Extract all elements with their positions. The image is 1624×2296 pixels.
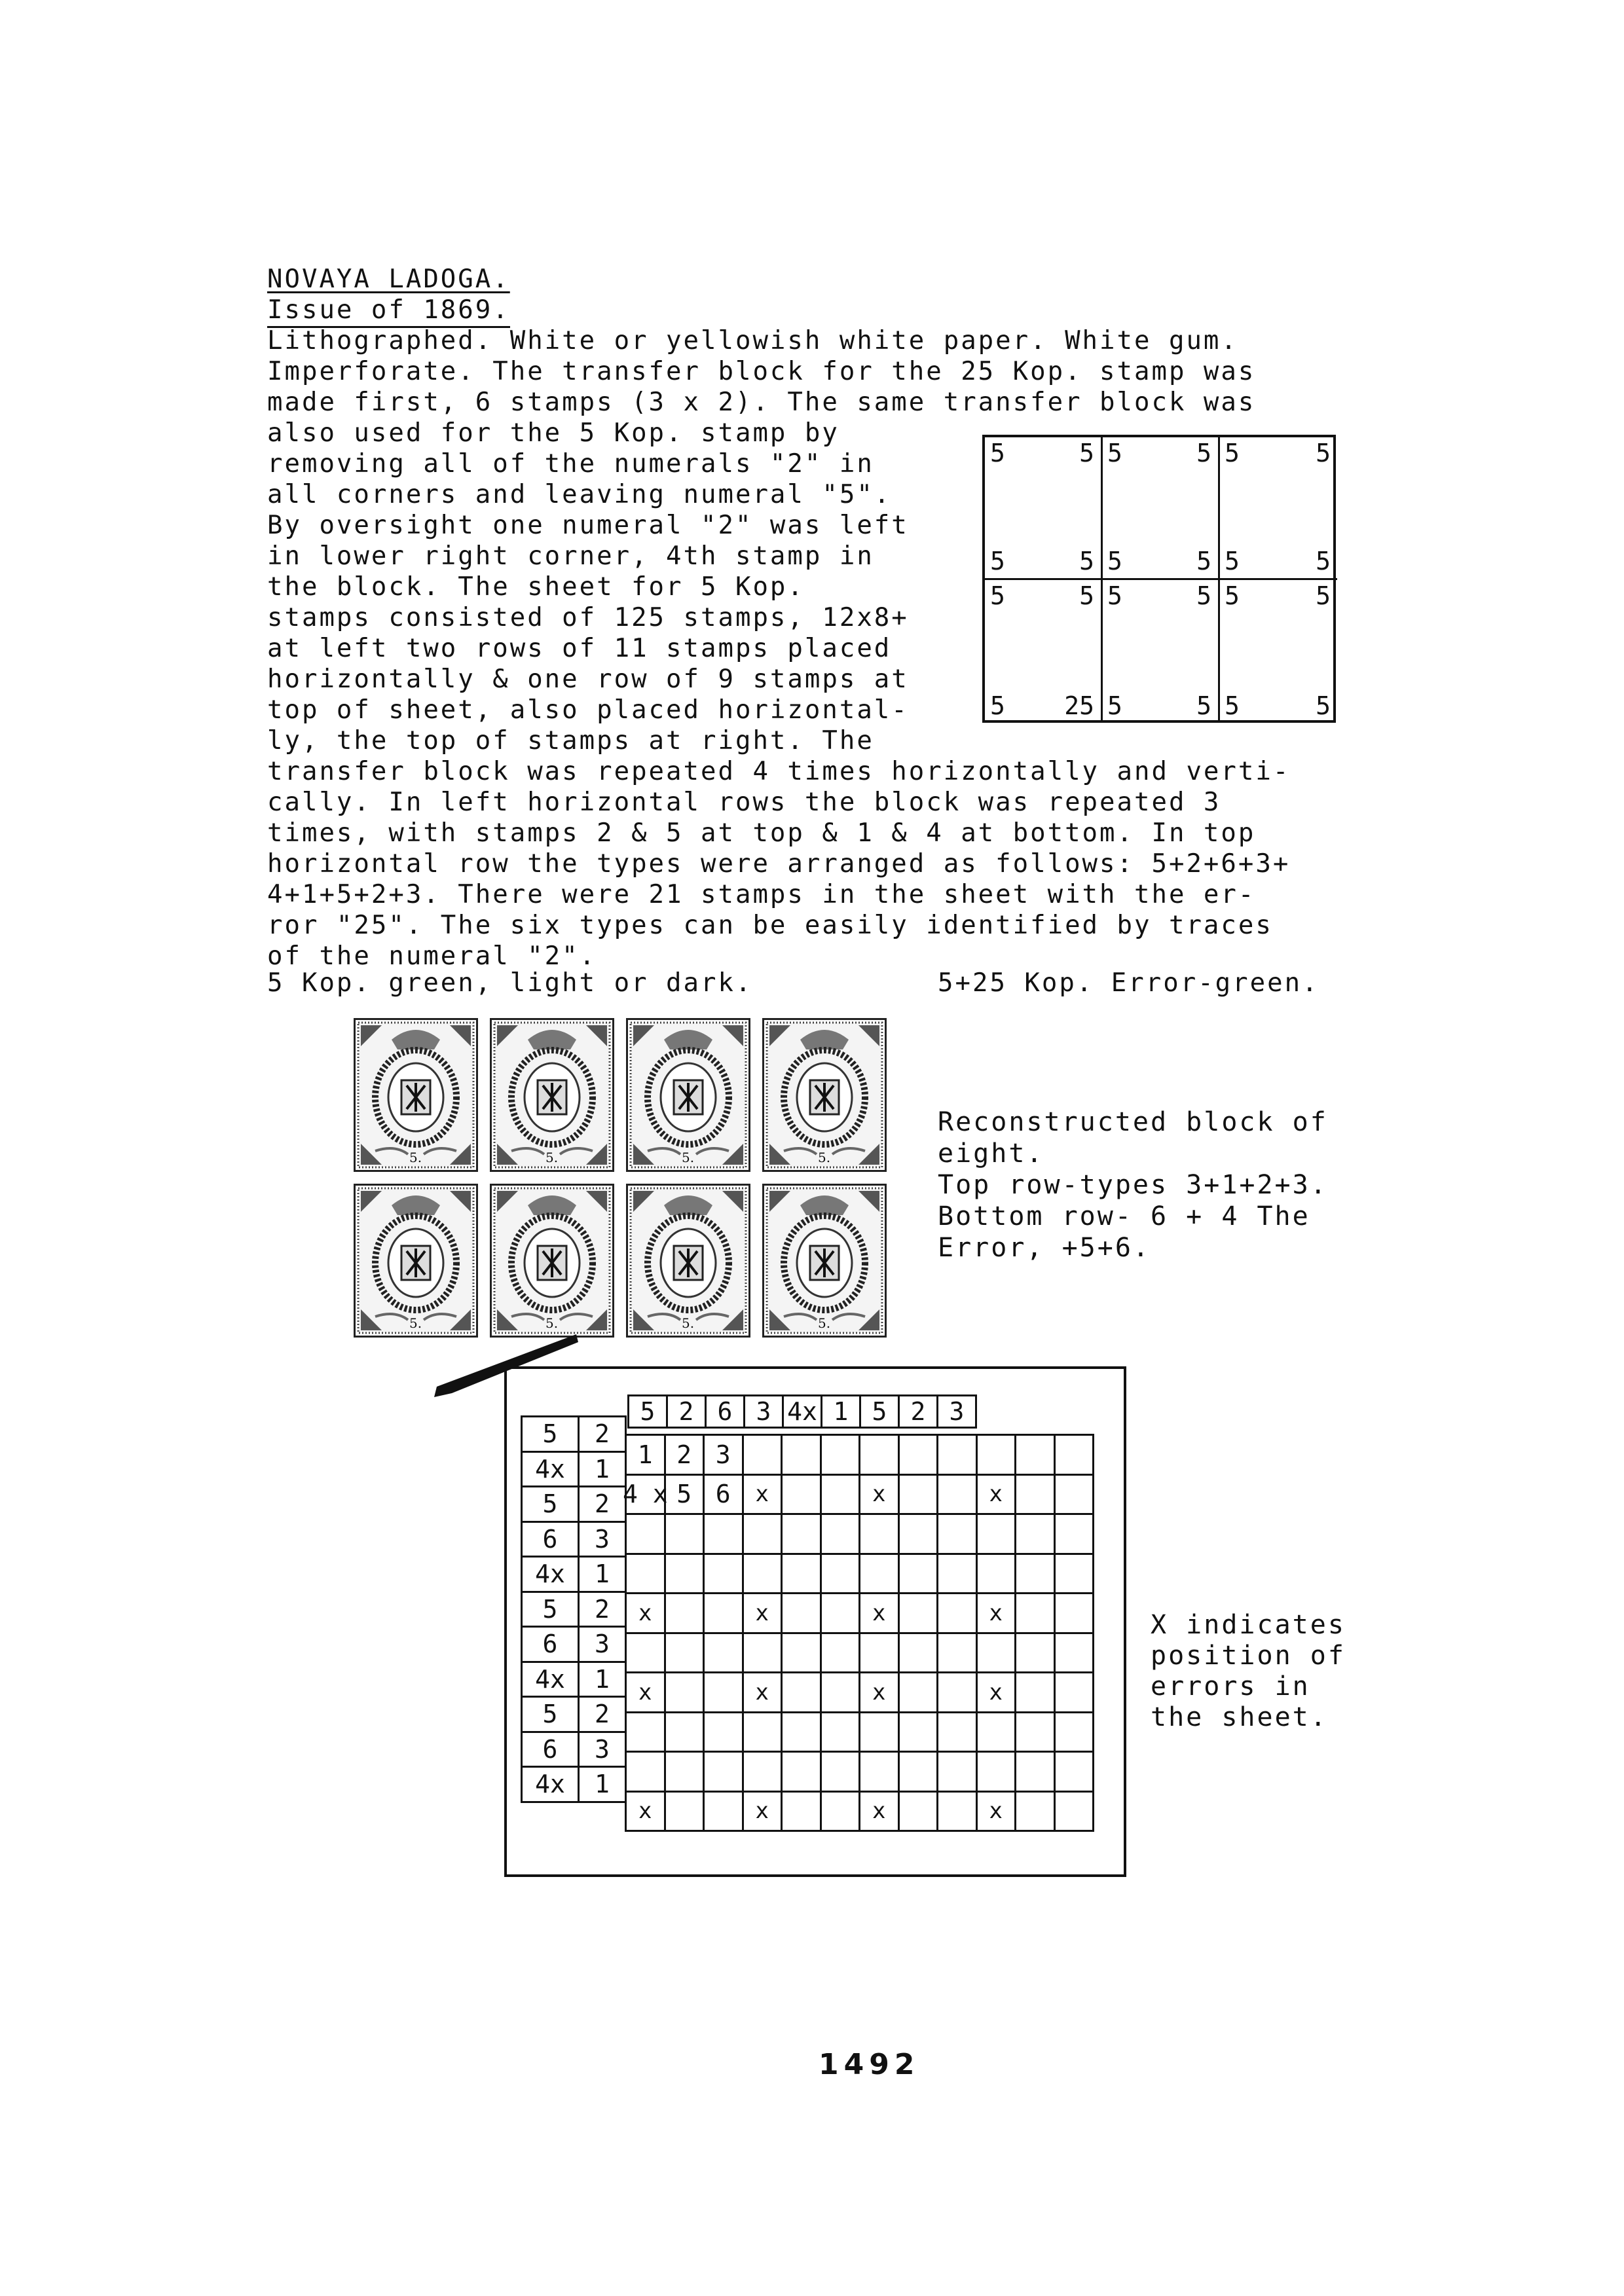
main-grid-cell bbox=[625, 1632, 666, 1674]
left-row-cell: 3 bbox=[578, 1626, 627, 1663]
main-grid-cell: x bbox=[742, 1671, 783, 1713]
main-grid-cell bbox=[936, 1434, 978, 1476]
main-grid-cell bbox=[664, 1671, 705, 1713]
stamp-value-label: 5. bbox=[545, 1150, 559, 1165]
left-row-cell: 6 bbox=[521, 1731, 580, 1768]
main-grid-cell bbox=[820, 1671, 861, 1713]
note-line: eight. bbox=[938, 1139, 1044, 1169]
main-grid-cell bbox=[703, 1513, 744, 1555]
main-grid-cell bbox=[703, 1671, 744, 1713]
main-grid-cell: x bbox=[625, 1592, 666, 1634]
main-grid-cell bbox=[936, 1711, 978, 1753]
top-row-cell: 5 bbox=[627, 1394, 668, 1429]
left-row-cell: 3 bbox=[578, 1521, 627, 1558]
main-grid-cell bbox=[936, 1671, 978, 1713]
stamp-value-label: 5. bbox=[409, 1315, 422, 1331]
left-row-cell: 2 bbox=[578, 1485, 627, 1523]
text-line: 4+1+5+2+3. There were 21 stamps in the sheet with the er- bbox=[267, 880, 1256, 909]
text-line: stamps consisted of 125 stamps, 12x8+ bbox=[267, 603, 909, 632]
main-grid-cell bbox=[898, 1632, 939, 1674]
transfer-numeral: 5 bbox=[990, 439, 1005, 467]
main-grid-cell bbox=[664, 1513, 705, 1555]
legend-line: X indicates bbox=[1151, 1610, 1346, 1640]
main-grid-cell bbox=[742, 1513, 783, 1555]
main-grid-cell bbox=[781, 1791, 822, 1832]
main-grid-cell bbox=[976, 1434, 1017, 1476]
main-grid-cell bbox=[742, 1632, 783, 1674]
main-grid-cell bbox=[820, 1751, 861, 1793]
page-number: 1492 bbox=[819, 2048, 920, 2081]
main-grid-cell: x bbox=[742, 1791, 783, 1832]
main-grid-cell bbox=[781, 1671, 822, 1713]
left-row-cell: 5 bbox=[521, 1591, 580, 1628]
left-row-cell: 4x bbox=[521, 1451, 580, 1488]
main-grid-cell bbox=[1054, 1513, 1095, 1555]
main-grid-cell: x bbox=[625, 1671, 666, 1713]
top-row-cell: 3 bbox=[936, 1394, 977, 1429]
text-line: all corners and leaving numeral "5". bbox=[267, 480, 892, 509]
main-grid-cell bbox=[703, 1751, 744, 1793]
main-grid-cell bbox=[1014, 1711, 1056, 1753]
main-grid-cell bbox=[703, 1791, 744, 1832]
main-grid-cell bbox=[703, 1553, 744, 1595]
main-grid-cell bbox=[742, 1553, 783, 1595]
main-grid-cell bbox=[820, 1632, 861, 1674]
stamp-image bbox=[490, 1184, 614, 1338]
transfer-stamp-cell bbox=[1102, 580, 1220, 723]
transfer-stamp-cell bbox=[1219, 580, 1337, 723]
main-grid-cell bbox=[664, 1791, 705, 1832]
main-grid-cell bbox=[858, 1434, 900, 1476]
transfer-stamp-cell bbox=[1219, 437, 1337, 580]
main-grid-cell bbox=[742, 1751, 783, 1793]
main-grid-cell bbox=[781, 1711, 822, 1753]
main-grid-cell bbox=[976, 1751, 1017, 1793]
transfer-numeral: 5 bbox=[1079, 547, 1094, 575]
main-grid-cell bbox=[858, 1751, 900, 1793]
main-grid-cell bbox=[898, 1751, 939, 1793]
main-grid-cell bbox=[976, 1711, 1017, 1753]
transfer-numeral: 5 bbox=[1316, 581, 1331, 610]
left-row-cell: 2 bbox=[578, 1591, 627, 1628]
transfer-stamp-cell bbox=[1102, 437, 1220, 580]
main-grid-cell: x bbox=[858, 1791, 900, 1832]
main-grid-cell bbox=[1014, 1434, 1056, 1476]
main-grid-cell bbox=[1014, 1553, 1056, 1595]
main-grid-cell bbox=[1054, 1671, 1095, 1713]
text-line: By oversight one numeral "2" was left bbox=[267, 511, 909, 540]
transfer-numeral: 5 bbox=[1196, 581, 1211, 610]
main-grid-cell bbox=[625, 1553, 666, 1595]
main-grid-cell bbox=[1054, 1791, 1095, 1832]
main-grid-cell bbox=[898, 1711, 939, 1753]
text-line: ror "25". The six types can be easily identified by traces bbox=[267, 911, 1273, 940]
main-grid-cell: x bbox=[742, 1592, 783, 1634]
main-grid-cell bbox=[742, 1711, 783, 1753]
main-grid-cell bbox=[898, 1474, 939, 1516]
main-grid-cell bbox=[820, 1592, 861, 1634]
caption-error: 5+25 Kop. Error-green. bbox=[938, 968, 1320, 998]
text-line: the block. The sheet for 5 Kop. bbox=[267, 572, 805, 602]
main-grid-cell bbox=[858, 1632, 900, 1674]
main-grid-cell bbox=[781, 1513, 822, 1555]
legend-line: errors in bbox=[1151, 1671, 1310, 1702]
left-row-cell: 1 bbox=[578, 1661, 627, 1698]
main-grid-cell bbox=[858, 1513, 900, 1555]
left-row-cell: 5 bbox=[521, 1696, 580, 1733]
main-grid-cell bbox=[936, 1592, 978, 1634]
main-grid-cell bbox=[1014, 1791, 1056, 1832]
left-row-cell: 6 bbox=[521, 1626, 580, 1663]
text-line: times, with stamps 2 & 5 at top & 1 & 4 at bottom. In top bbox=[267, 818, 1256, 848]
transfer-numeral: 5 bbox=[1079, 581, 1094, 610]
text-line: removing all of the numerals "2" in bbox=[267, 449, 874, 479]
legend-line: position of bbox=[1151, 1641, 1346, 1671]
text-line: made first, 6 stamps (3 x 2). The same transfer block was bbox=[267, 388, 1256, 417]
main-grid-cell: x bbox=[742, 1474, 783, 1516]
main-grid-cell bbox=[1014, 1632, 1056, 1674]
top-row-cell: 1 bbox=[821, 1394, 861, 1429]
stamp-image bbox=[626, 1018, 750, 1172]
transfer-numeral: 5 bbox=[1107, 547, 1122, 575]
stamp-image bbox=[762, 1184, 887, 1338]
main-grid-cell bbox=[703, 1632, 744, 1674]
main-grid-cell bbox=[898, 1553, 939, 1595]
caption-green: 5 Kop. green, light or dark. bbox=[267, 968, 753, 998]
note-line: Reconstructed block of bbox=[938, 1107, 1328, 1137]
note-line: Error, +5+6. bbox=[938, 1233, 1151, 1263]
top-row-cell: 4x bbox=[782, 1394, 822, 1429]
left-row-cell: 1 bbox=[578, 1556, 627, 1593]
stamp-image bbox=[354, 1018, 478, 1172]
text-line: horizontal row the types were arranged as follows: 5+2+6+3+ bbox=[267, 849, 1291, 879]
main-grid-cell bbox=[1054, 1553, 1095, 1595]
transfer-numeral: 5 bbox=[1316, 547, 1331, 575]
transfer-numeral: 5 bbox=[1316, 439, 1331, 467]
main-grid-cell bbox=[625, 1711, 666, 1753]
transfer-numeral: 5 bbox=[1107, 691, 1122, 720]
text-line: cally. In left horizontal rows the block was repeated 3 bbox=[267, 788, 1221, 817]
main-grid-cell bbox=[898, 1671, 939, 1713]
main-grid-cell bbox=[1054, 1751, 1095, 1793]
main-grid-cell bbox=[898, 1434, 939, 1476]
main-grid-cell bbox=[664, 1553, 705, 1595]
main-grid-cell bbox=[820, 1513, 861, 1555]
transfer-numeral: 5 bbox=[1107, 439, 1122, 467]
main-grid-cell bbox=[1014, 1671, 1056, 1713]
transfer-numeral: 5 bbox=[1079, 439, 1094, 467]
transfer-stamp-cell bbox=[985, 437, 1103, 580]
main-grid-cell bbox=[1054, 1711, 1095, 1753]
main-grid-cell bbox=[742, 1434, 783, 1476]
main-grid-cell bbox=[664, 1711, 705, 1753]
transfer-numeral: 5 bbox=[1225, 691, 1240, 720]
left-row-cell: 2 bbox=[578, 1696, 627, 1733]
left-row-cell: 4x bbox=[521, 1556, 580, 1593]
text-line: in lower right corner, 4th stamp in bbox=[267, 541, 874, 571]
stamp-value-label: 5. bbox=[545, 1315, 559, 1331]
main-grid-cell bbox=[1014, 1592, 1056, 1634]
stamp-value-label: 5. bbox=[818, 1315, 831, 1331]
transfer-numeral: 5 bbox=[1225, 547, 1240, 575]
stamp-image bbox=[762, 1018, 887, 1172]
transfer-numeral: 5 bbox=[1196, 547, 1211, 575]
transfer-numeral: 5 bbox=[1316, 691, 1331, 720]
stamp-value-label: 5. bbox=[682, 1150, 695, 1165]
main-grid-cell bbox=[898, 1513, 939, 1555]
main-grid-cell bbox=[781, 1434, 822, 1476]
left-row-cell: 6 bbox=[521, 1521, 580, 1558]
main-grid-cell bbox=[664, 1632, 705, 1674]
main-grid-cell bbox=[781, 1474, 822, 1516]
main-grid-cell bbox=[781, 1632, 822, 1674]
text-line: top of sheet, also placed horizontal- bbox=[267, 695, 909, 725]
text-line: at left two rows of 11 stamps placed bbox=[267, 634, 892, 663]
stamp-image bbox=[354, 1184, 478, 1338]
top-row-cell: 6 bbox=[705, 1394, 745, 1429]
text-line: Imperforate. The transfer block for the 25 Kop. stamp was bbox=[267, 357, 1256, 386]
main-grid-cell bbox=[781, 1553, 822, 1595]
stamp-value-label: 5. bbox=[682, 1315, 695, 1331]
top-row-cell: 5 bbox=[859, 1394, 900, 1429]
left-row-cell: 3 bbox=[578, 1731, 627, 1768]
transfer-numeral: 5 bbox=[1196, 439, 1211, 467]
transfer-numeral: 5 bbox=[990, 581, 1005, 610]
main-grid-cell: x bbox=[858, 1474, 900, 1516]
stamp-value-label: 5. bbox=[818, 1150, 831, 1165]
main-grid-cell bbox=[625, 1513, 666, 1555]
stamp-value-label: 5. bbox=[409, 1150, 422, 1165]
main-grid-cell: x bbox=[858, 1592, 900, 1634]
main-grid-cell: x bbox=[976, 1474, 1017, 1516]
text-line: Lithographed. White or yellowish white paper. White gum. bbox=[267, 326, 1238, 355]
left-row-cell: 1 bbox=[578, 1766, 627, 1803]
main-grid-cell bbox=[858, 1553, 900, 1595]
main-grid-cell bbox=[976, 1513, 1017, 1555]
main-grid-cell: 1 bbox=[625, 1434, 666, 1476]
text-line: horizontally & one row of 9 stamps at bbox=[267, 665, 909, 694]
text-line: of the numeral "2". bbox=[267, 941, 597, 971]
main-grid-cell bbox=[781, 1751, 822, 1793]
main-grid-cell bbox=[820, 1711, 861, 1753]
left-row-cell: 4x bbox=[521, 1661, 580, 1698]
main-grid-cell bbox=[858, 1711, 900, 1753]
main-grid-cell bbox=[820, 1553, 861, 1595]
transfer-numeral: 5 bbox=[1196, 691, 1211, 720]
main-grid-cell bbox=[898, 1592, 939, 1634]
transfer-numeral: 5 bbox=[990, 691, 1005, 720]
main-grid-cell bbox=[664, 1592, 705, 1634]
top-row-cell: 2 bbox=[898, 1394, 938, 1429]
main-grid-cell: 6 bbox=[703, 1474, 744, 1516]
main-grid-cell: 3 bbox=[703, 1434, 744, 1476]
main-grid-cell bbox=[898, 1791, 939, 1832]
main-grid-cell bbox=[820, 1791, 861, 1832]
text-line: also used for the 5 Kop. stamp by bbox=[267, 418, 840, 448]
main-grid-cell bbox=[1054, 1632, 1095, 1674]
left-row-cell: 1 bbox=[578, 1451, 627, 1488]
main-grid-cell bbox=[625, 1751, 666, 1793]
main-grid-cell: x bbox=[976, 1791, 1017, 1832]
main-grid-cell: x bbox=[976, 1671, 1017, 1713]
main-grid-cell bbox=[664, 1751, 705, 1793]
transfer-numeral: 25 bbox=[1064, 691, 1094, 720]
text-line: transfer block was repeated 4 times horizontally and verti- bbox=[267, 757, 1291, 786]
left-row-cell: 5 bbox=[521, 1415, 580, 1453]
main-grid-cell bbox=[1054, 1592, 1095, 1634]
main-grid-cell: 5 bbox=[664, 1474, 705, 1516]
transfer-block-diagram bbox=[982, 435, 1336, 723]
main-grid-cell bbox=[936, 1553, 978, 1595]
main-grid-cell bbox=[820, 1434, 861, 1476]
main-grid-cell bbox=[703, 1592, 744, 1634]
stamp-image bbox=[626, 1184, 750, 1338]
main-grid-cell: x bbox=[858, 1671, 900, 1713]
top-row-cell: 3 bbox=[743, 1394, 784, 1429]
main-grid-cell: 2 bbox=[664, 1434, 705, 1476]
main-grid-cell: x bbox=[976, 1592, 1017, 1634]
main-grid-cell bbox=[936, 1632, 978, 1674]
main-grid-cell bbox=[820, 1474, 861, 1516]
main-grid-cell bbox=[781, 1592, 822, 1634]
left-row-cell: 4x bbox=[521, 1766, 580, 1803]
main-grid-cell bbox=[936, 1791, 978, 1832]
stamp-image bbox=[490, 1018, 614, 1172]
note-line: Top row-types 3+1+2+3. bbox=[938, 1170, 1328, 1200]
page-title: NOVAYA LADOGA. bbox=[267, 264, 510, 294]
text-line: ly, the top of stamps at right. The bbox=[267, 726, 874, 756]
main-grid-cell bbox=[1054, 1434, 1095, 1476]
issue-subtitle: Issue of 1869. bbox=[267, 295, 510, 328]
main-grid-cell: x bbox=[625, 1791, 666, 1832]
main-grid-cell bbox=[936, 1474, 978, 1516]
top-row-cell: 2 bbox=[666, 1394, 707, 1429]
main-grid-cell bbox=[976, 1553, 1017, 1595]
main-grid-cell bbox=[1014, 1513, 1056, 1555]
left-row-cell: 5 bbox=[521, 1485, 580, 1523]
transfer-numeral: 5 bbox=[1225, 581, 1240, 610]
main-grid-cell bbox=[1014, 1474, 1056, 1516]
note-line: Bottom row- 6 + 4 The bbox=[938, 1201, 1310, 1231]
main-grid-cell bbox=[703, 1711, 744, 1753]
main-grid-cell bbox=[1054, 1474, 1095, 1516]
transfer-stamp-cell bbox=[985, 580, 1103, 723]
main-grid-cell bbox=[936, 1513, 978, 1555]
transfer-numeral: 5 bbox=[1225, 439, 1240, 467]
main-grid-cell bbox=[1014, 1751, 1056, 1793]
main-grid-cell bbox=[976, 1632, 1017, 1674]
legend-line: the sheet. bbox=[1151, 1702, 1328, 1732]
main-grid-cell: 4 x bbox=[625, 1474, 666, 1516]
left-row-cell: 2 bbox=[578, 1415, 627, 1453]
transfer-numeral: 5 bbox=[990, 547, 1005, 575]
stamps-photo-block bbox=[354, 1018, 904, 1349]
main-grid-cell bbox=[936, 1751, 978, 1793]
transfer-numeral: 5 bbox=[1107, 581, 1122, 610]
